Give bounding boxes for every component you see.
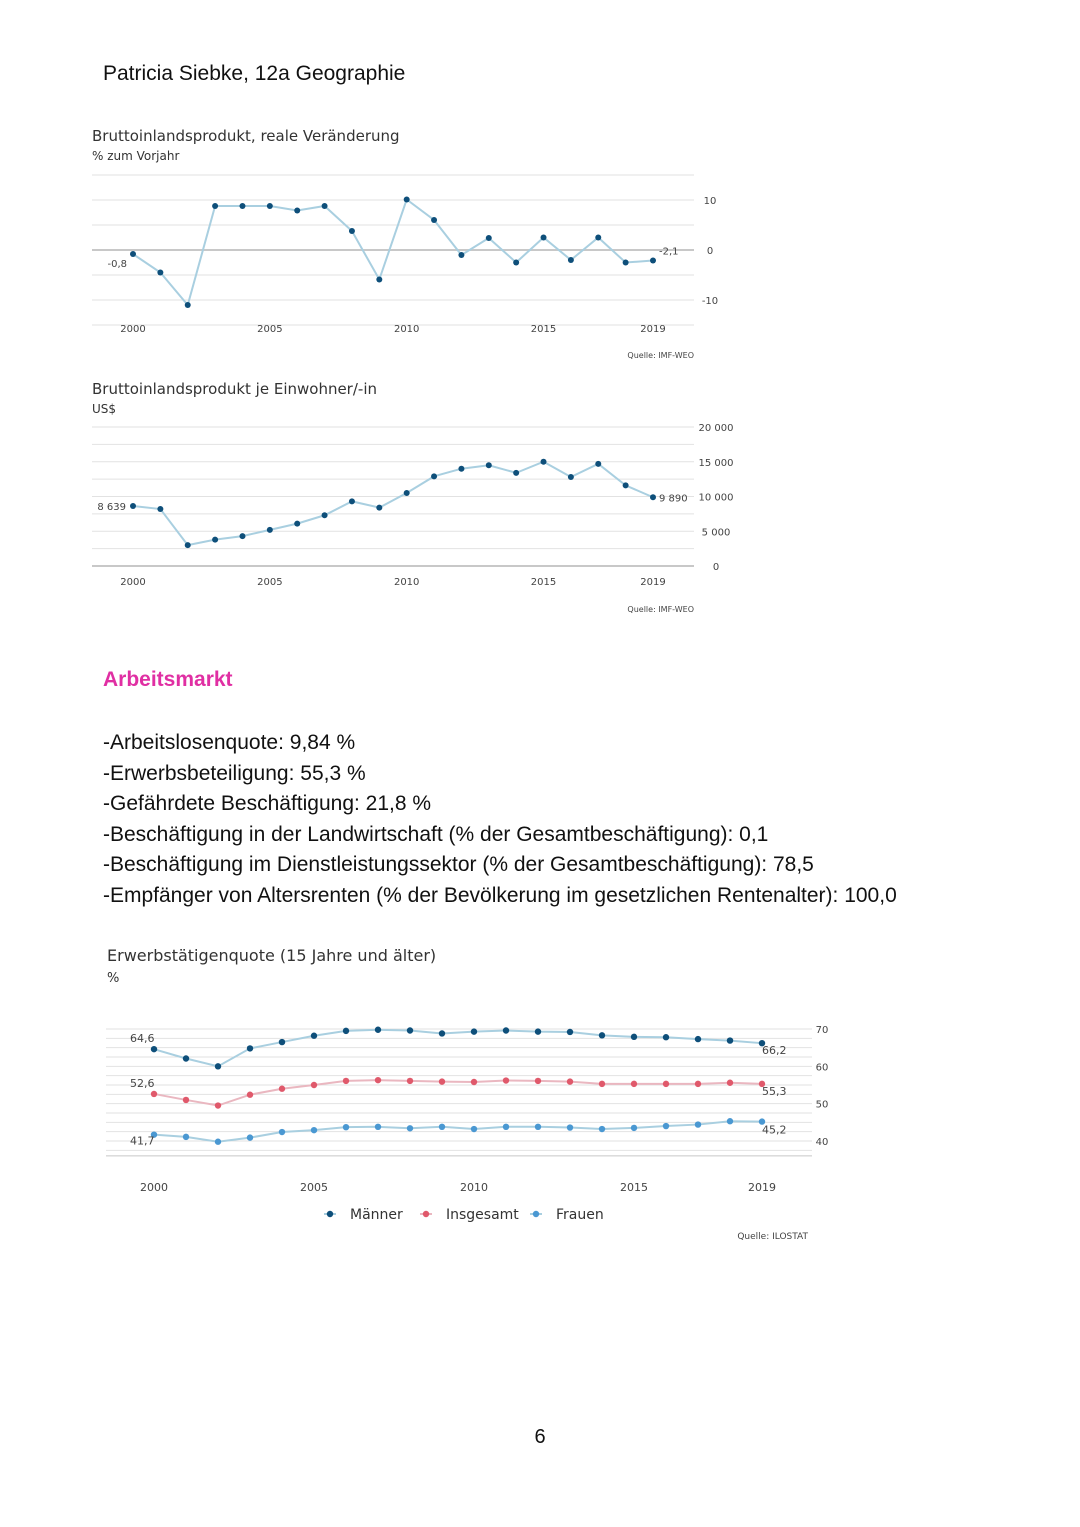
data-point [130,251,136,257]
x-tick-label: 2015 [620,1181,648,1194]
data-point [151,1091,157,1097]
series-line [133,200,653,306]
data-point [568,257,574,263]
data-point [431,473,437,479]
y-tick-label: 0 [706,246,714,257]
x-tick-label: 2015 [530,577,557,588]
data-point [663,1034,669,1040]
data-point [695,1036,701,1042]
fact-item: -Beschäftigung in der Landwirtschaft (% der Gesamtbeschäftigung): 0,1 [103,822,769,846]
data-point [439,1030,445,1036]
data-label-last: 9 890 [659,493,688,505]
data-point [294,521,300,527]
data-point [407,1027,413,1033]
legend-marker [533,1211,539,1217]
data-point [631,1125,637,1131]
data-point [695,1121,701,1127]
data-label-last: 45,2 [762,1123,787,1137]
y-tick-label: 20 000 [698,423,734,434]
data-point [294,208,300,214]
data-point [535,1078,541,1084]
data-point [439,1124,445,1130]
fact-item: -Arbeitslosenquote: 9,84 % [103,731,356,754]
data-point [239,533,245,539]
data-point [599,1032,605,1038]
data-point [185,542,191,548]
data-point [471,1028,477,1034]
data-point [375,1124,381,1130]
data-point [727,1080,733,1086]
series-line [133,462,653,545]
data-point [185,302,191,308]
y-tick-label: 10 [703,196,717,207]
data-point [183,1134,189,1140]
data-point [513,260,519,266]
data-point [343,1028,349,1034]
y-tick-label: 15 000 [698,457,734,469]
data-point [349,228,355,234]
x-tick-label: 2019 [640,324,666,335]
data-point [727,1118,733,1124]
data-point [650,258,656,264]
y-tick-label: 70 [815,1025,829,1036]
data-point [183,1055,189,1061]
data-point [486,235,492,241]
data-label-last: -2,1 [659,246,679,258]
data-point [568,474,574,480]
data-point [631,1081,637,1087]
data-point [404,197,410,203]
y-tick-label: 10 000 [698,492,734,504]
data-point [431,217,437,223]
data-point [503,1027,509,1033]
section-heading-labor-market: Arbeitsmarkt [103,668,233,691]
data-point [407,1078,413,1084]
data-point [695,1081,701,1087]
data-label-first: -0,8 [107,259,127,270]
x-tick-label: 2010 [460,1181,488,1194]
y-tick-label: 0 [712,562,720,573]
data-point [513,470,519,476]
data-point [311,1127,317,1133]
chart-title-gdp-growth: Bruttoinlandsprodukt, reale Veränderung [92,127,400,145]
data-point [247,1092,253,1098]
series-line [154,1080,762,1105]
x-tick-label: 2019 [748,1181,776,1194]
data-point [486,462,492,468]
data-label-last: 66,2 [762,1044,787,1058]
data-point [215,1063,221,1069]
data-point [157,506,163,512]
data-point [322,203,328,209]
chart-title-employment-rate: Erwerbstätigenquote (15 Jahre und älter) [107,946,437,965]
data-point [663,1123,669,1129]
legend-label: Insgesamt [446,1207,519,1223]
data-point [567,1078,573,1084]
fact-item: -Beschäftigung im Dienstleistungssektor (% der Gesamtbeschäftigung): 78,5 [103,853,814,876]
chart-source: Quelle: ILOSTAT [737,1232,808,1242]
data-point [407,1125,413,1131]
chart-gdp-per-capita [0,418,760,622]
data-point [623,260,629,266]
data-label-first: 64,6 [130,1032,155,1046]
y-tick-label: 50 [815,1099,829,1111]
legend-marker [423,1211,429,1217]
legend-label: Frauen [556,1207,604,1223]
x-tick-label: 2015 [530,324,557,335]
data-label-first: 8 639 [97,501,126,513]
data-point [595,235,601,241]
data-point [157,270,163,276]
x-tick-label: 2010 [393,577,420,588]
data-point [130,503,136,509]
data-point [322,512,328,518]
data-point [599,1081,605,1087]
y-tick-label: -10 [701,296,719,307]
data-point [503,1077,509,1083]
data-point [599,1126,605,1132]
y-tick-label: 60 [815,1062,829,1074]
fact-item: -Empfänger von Altersrenten (% der Bevölkerung im gesetzlichen Rentenalter): 100,0 [103,883,897,907]
data-point [215,1102,221,1108]
chart-source: Quelle: IMF-WEO [627,351,694,360]
x-tick-label: 2000 [140,1181,168,1194]
legend-label: Männer [350,1207,403,1223]
x-tick-label: 2005 [257,324,283,335]
data-point [151,1046,157,1052]
labor-market-facts [103,728,897,911]
legend-marker [327,1211,333,1217]
chart-gdp-growth [0,170,760,370]
data-point [650,494,656,500]
data-point [349,498,355,504]
data-point [311,1082,317,1088]
data-point [503,1124,509,1130]
data-point [183,1097,189,1103]
data-point [267,203,273,209]
x-tick-label: 2000 [120,324,146,335]
data-point [343,1124,349,1130]
data-point [247,1134,253,1140]
data-point [535,1028,541,1034]
x-tick-label: 2010 [393,324,420,335]
data-point [311,1033,317,1039]
data-point [727,1037,733,1043]
data-point [239,203,245,209]
data-point [212,537,218,543]
chart-title-gdp-per-capita: Bruttoinlandsprodukt je Einwohner/-in [92,380,377,398]
document-author-line: Patricia Siebke, 12a Geographie [103,62,406,85]
data-point [623,482,629,488]
data-point [279,1086,285,1092]
data-point [215,1139,221,1145]
chart-employment-rate [0,1000,880,1250]
data-point [439,1078,445,1084]
x-tick-label: 2005 [300,1181,328,1194]
data-point [541,459,547,465]
data-point [375,1027,381,1033]
data-point [595,461,601,467]
data-point [663,1081,669,1087]
fact-item: -Gefährdete Beschäftigung: 21,8 % [103,792,432,815]
data-label-first: 41,7 [130,1134,155,1148]
data-point [279,1039,285,1045]
data-point [404,490,410,496]
data-point [267,527,273,533]
y-tick-label: 5 000 [701,527,731,539]
data-point [567,1029,573,1035]
data-label-first: 52,6 [130,1076,155,1090]
data-point [376,505,382,511]
data-point [458,466,464,472]
data-point [343,1078,349,1084]
data-point [535,1124,541,1130]
data-point [458,252,464,258]
data-point [567,1124,573,1130]
data-point [375,1077,381,1083]
x-tick-label: 2019 [640,577,666,588]
data-point [631,1034,637,1040]
data-point [279,1129,285,1135]
y-tick-label: 40 [815,1136,829,1148]
chart-unit-gdp-per-capita: US$ [92,402,117,416]
chart-unit-employment-rate: % [107,971,120,986]
data-point [247,1045,253,1051]
chart-unit-gdp-growth: % zum Vorjahr [92,149,180,163]
chart-source: Quelle: IMF-WEO [627,605,694,614]
x-tick-label: 2005 [257,577,283,588]
fact-item: -Erwerbsbeteiligung: 55,3 % [103,761,366,785]
page-number: 6 [534,1426,546,1448]
x-tick-label: 2000 [120,577,146,588]
data-point [541,235,547,241]
data-point [376,277,382,283]
data-point [471,1079,477,1085]
data-label-last: 55,3 [762,1084,787,1098]
data-point [212,203,218,209]
data-point [471,1126,477,1132]
